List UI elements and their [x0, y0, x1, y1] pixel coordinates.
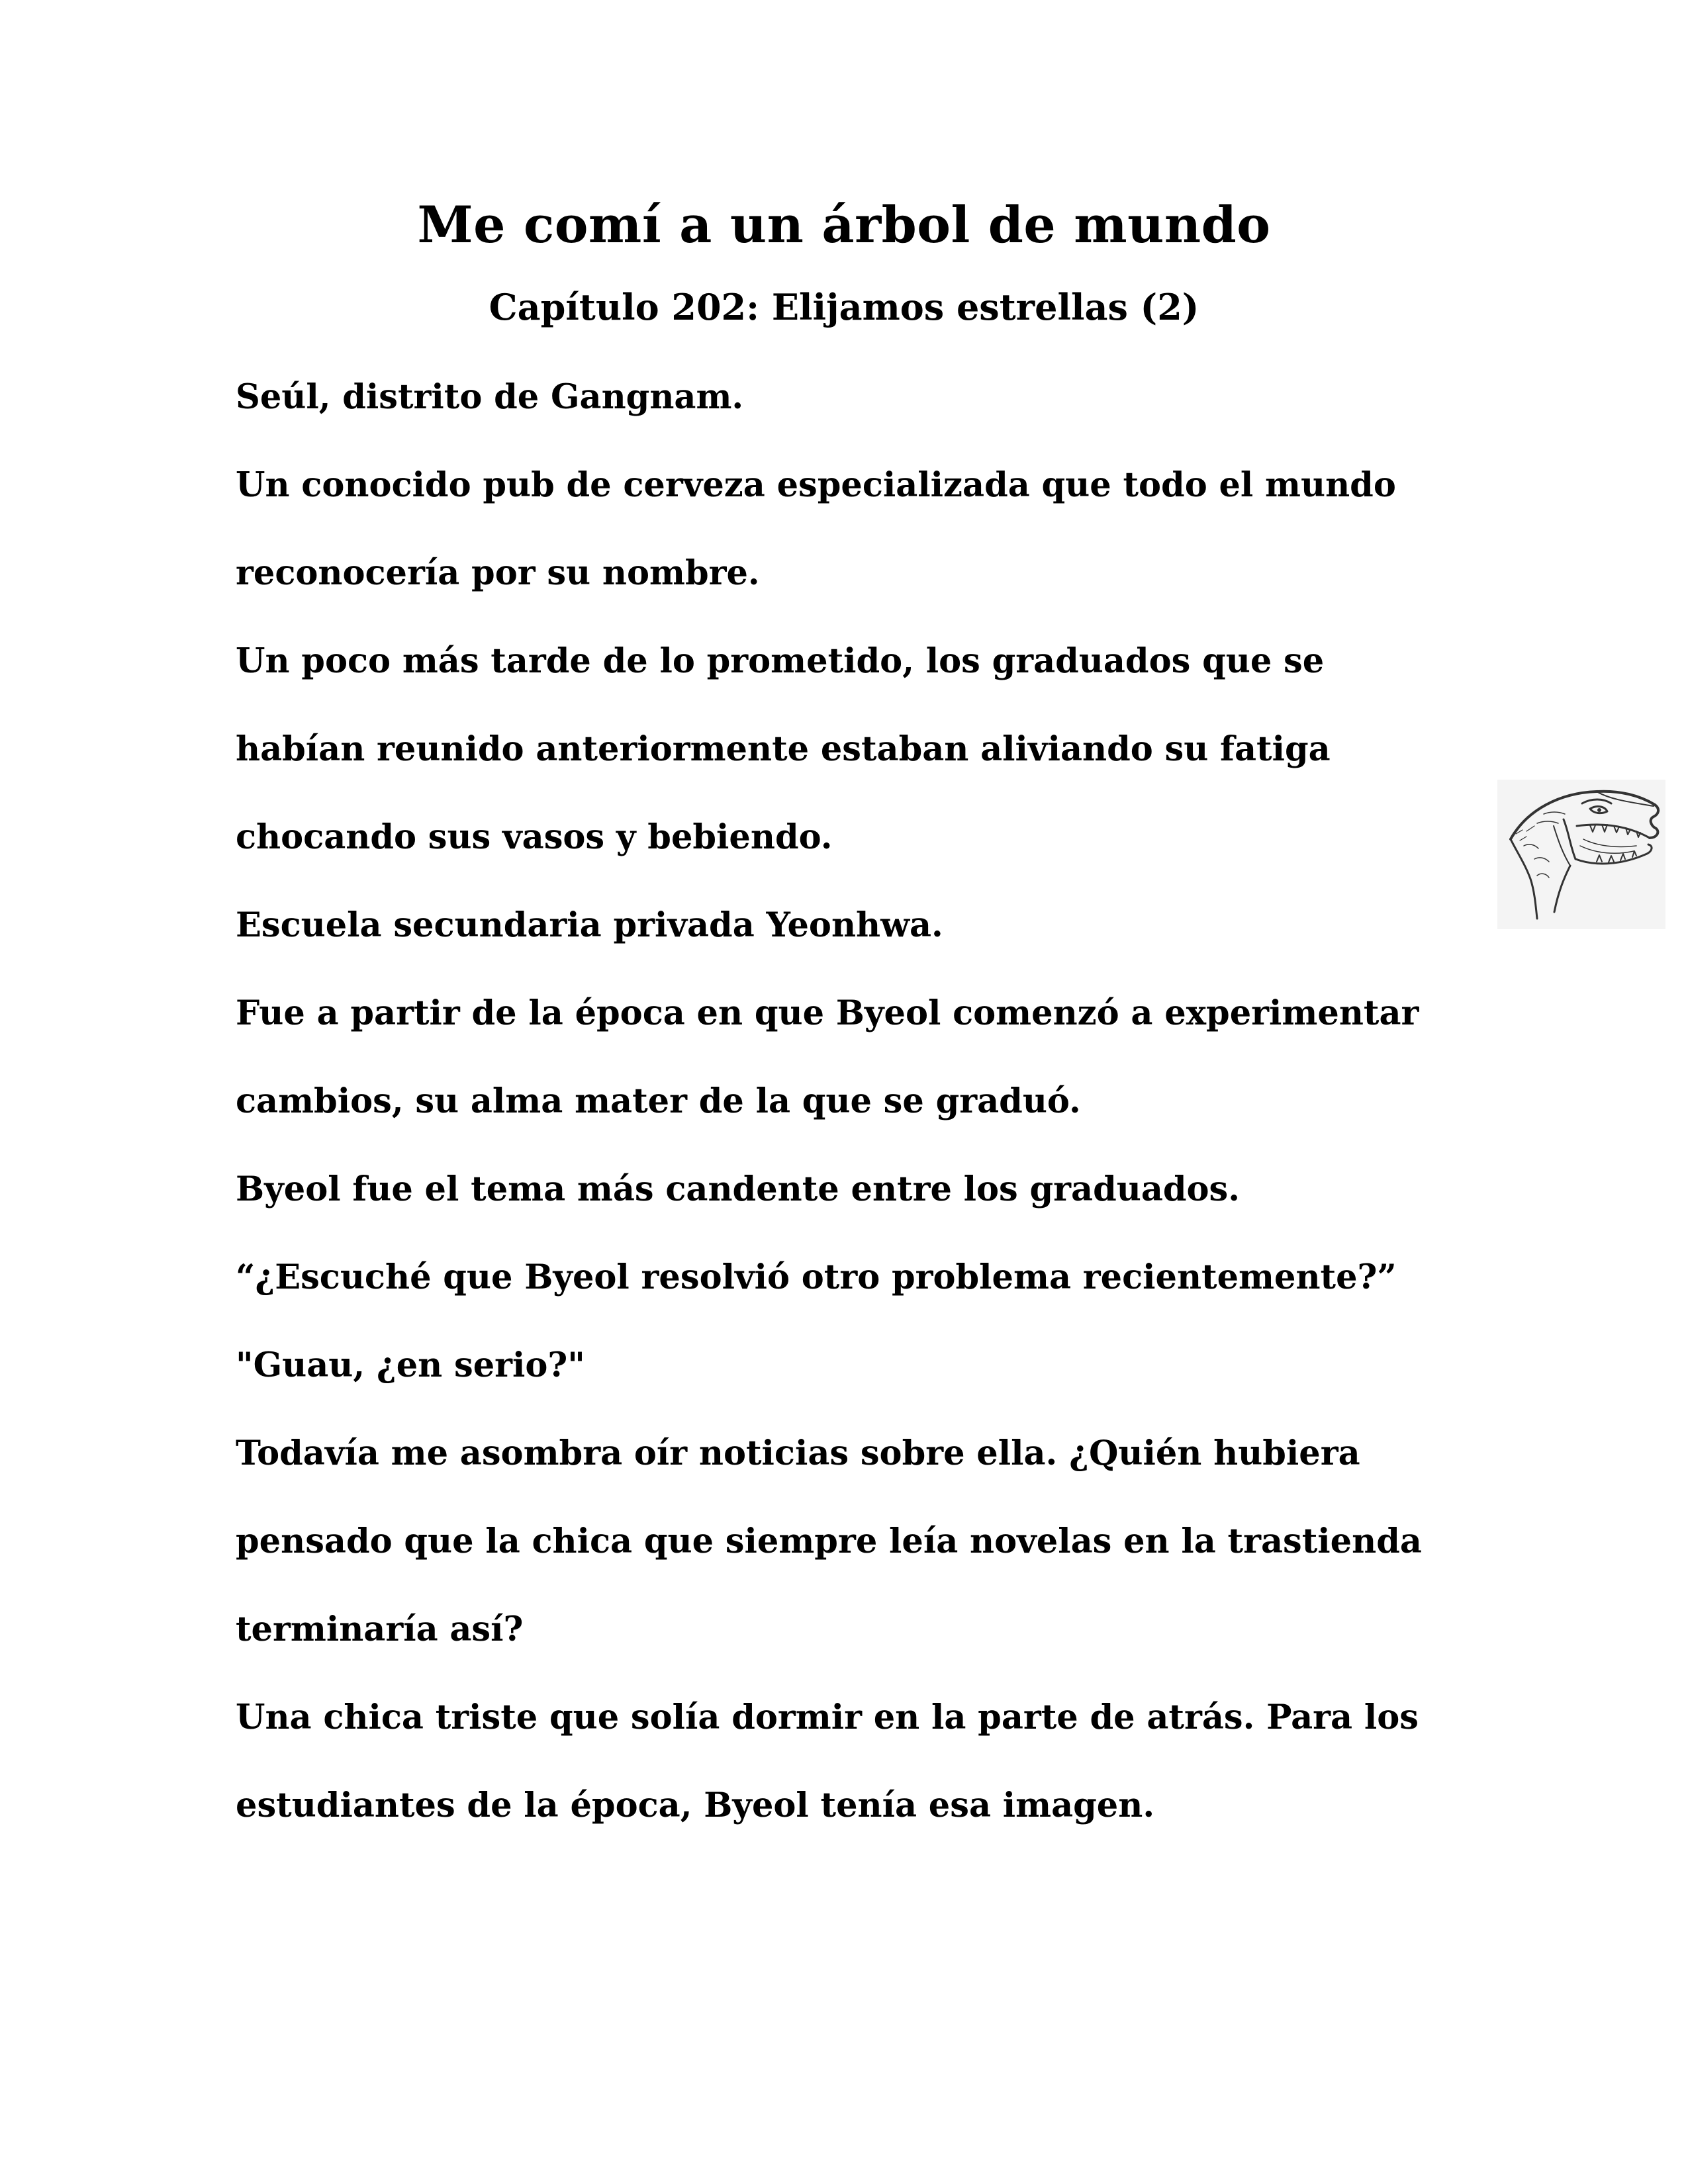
body-line: cambios, su alma mater de la que se graduó. — [236, 1081, 1081, 1121]
body-line: "Guau, ¿en serio?" — [236, 1345, 585, 1385]
body-line: Todavía me asombra oír noticias sobre ella. ¿Quién hubiera — [236, 1433, 1360, 1473]
body-line: reconocería por su nombre. — [236, 553, 760, 593]
body-line: Un poco más tarde de lo prometido, los graduados que se — [236, 641, 1325, 681]
body-line: Fue a partir de la época en que Byeol comenzó a experimentar — [236, 993, 1419, 1033]
body-line: Byeol fue el tema más candente entre los graduados. — [236, 1169, 1241, 1209]
dinosaur-sketch-drawing — [1497, 780, 1665, 929]
document-title: Me comí a un árbol de mundo — [417, 195, 1271, 254]
body-line: Seúl, distrito de Gangnam. — [236, 377, 744, 417]
dinosaur-sketch-icon — [1497, 780, 1665, 929]
body-line: terminaría así? — [236, 1610, 524, 1649]
body-line: estudiantes de la época, Byeol tenía esa imagen. — [236, 1786, 1155, 1825]
body-line: pensado que la chica que siempre leía novelas en la trastienda — [236, 1522, 1422, 1561]
body-line: Una chica triste que solía dormir en la parte de atrás. Para los — [236, 1698, 1419, 1737]
body-line: Escuela secundaria privada Yeonhwa. — [236, 905, 943, 945]
body-line: chocando sus vasos y bebiendo. — [236, 817, 833, 857]
document-body — [236, 372, 1493, 1868]
body-line: Un conocido pub de cerveza especializada que todo el mundo — [236, 465, 1396, 505]
body-line: “¿Escuché que Byeol resolvió otro problema recientemente?” — [236, 1257, 1397, 1297]
body-line: habían reunido anteriormente estaban aliviando su fatiga — [236, 729, 1331, 769]
chapter-subtitle: Capítulo 202: Elijamos estrellas (2) — [489, 286, 1199, 328]
